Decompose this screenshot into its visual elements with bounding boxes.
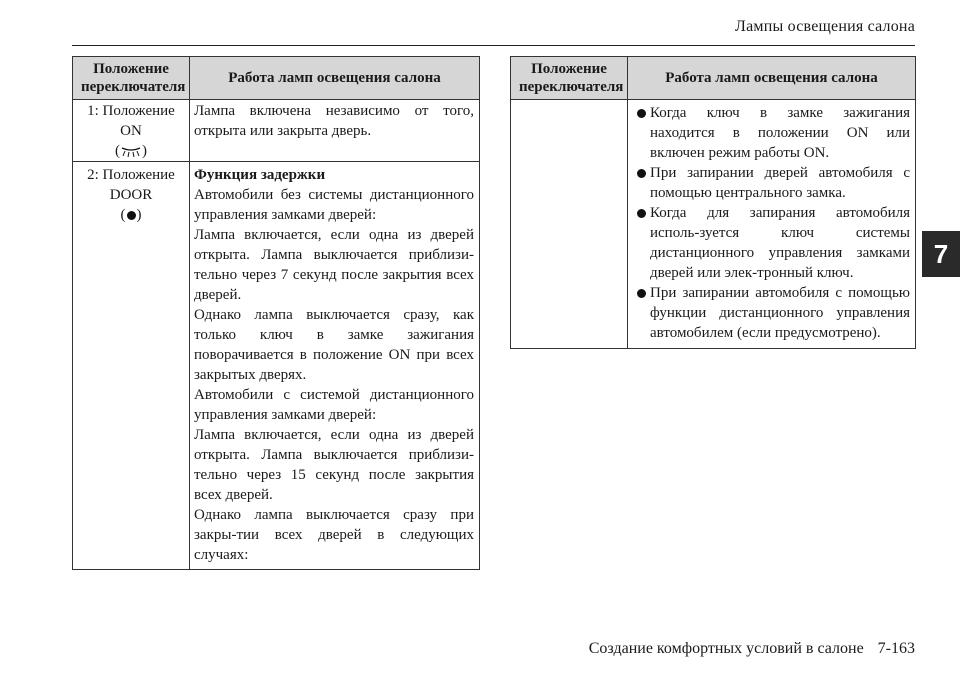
position-symbol: ( ) [120,207,142,223]
description-paragraph: Однако лампа выключается сразу, как только ключ в замке зажигания поворачивается в положение ON при всех закрытых дверях. [194,307,474,383]
description-paragraph: Однако лампа выключается сразу при закры-тии всех дверей в следующих случаях: [194,507,474,563]
table-row [511,100,916,349]
page-number: 7-163 [877,640,915,657]
position-value: ON [120,123,142,139]
list-item [634,163,910,203]
list-item [634,283,910,343]
description-paragraph: Автомобили без системы дистанционного управления замками дверей: [194,187,474,223]
right-spec-table [510,56,916,349]
description-paragraph: Автомобили с системой дистанционного управления замками дверей: [194,387,474,423]
bullet-icon [637,289,646,298]
bullet-icon [637,209,646,218]
position-symbol: ( ) [115,143,147,159]
condition-list [634,103,910,343]
list-item-text: При запирании автомобиля с помощью функции дистанционного управления автомобилем (если предусмотрено). [650,285,910,341]
right-col1-header: Положение переключателя [511,57,628,100]
left-table-header-row [73,57,480,100]
left-col1-header: Положение переключателя [73,57,190,100]
position-cell-on [73,100,190,162]
position-cell-empty [511,100,628,349]
delay-function-heading: Функция задержки [194,167,326,183]
position-cell-door [73,162,190,570]
chapter-tab: 7 [922,231,960,277]
footer-section-title: Создание комфортных условий в салоне [588,640,864,657]
bullet-cell [628,100,916,349]
bullet-icon [637,169,646,178]
table-row [73,162,480,570]
list-item-text: Когда ключ в замке зажигания находится в положении ON или включен режим работы ON. [650,105,910,161]
description-cell-door [190,162,480,570]
page-footer [589,640,915,658]
list-item-text: При запирании дверей автомобиля с помощью центрального замка. [650,165,910,201]
bullet-icon [637,109,646,118]
right-table-header-row [511,57,916,100]
right-col2-header: Работа ламп освещения салона [628,57,916,100]
table-row [73,100,480,162]
list-item [634,103,910,163]
page-header-title: Лампы освещения салона [735,18,915,35]
left-spec-table [72,56,480,570]
list-item [634,203,910,283]
door-dot-icon [126,210,137,221]
header-rule [72,45,915,46]
interior-lamp-on-icon [120,146,142,158]
list-item-text: Когда для запирания автомобиля исполь-зуется ключ системы дистанционного управления замками дверей или элек-тронный ключ. [650,205,910,281]
description-paragraph: Лампа включена независимо от того, открыта или закрыта дверь. [194,103,474,139]
description-cell-on [190,100,480,162]
position-value: DOOR [109,187,153,203]
description-paragraph: Лампа включается, если одна из дверей открыта. Лампа выключается приблизи-тельно через 7 секунд после закрытия всех дверей. [194,227,474,303]
description-paragraph: Лампа включается, если одна из дверей открыта. Лампа выключается приблизи-тельно через 15 секунд после закрытия всех дверей. [194,427,474,503]
left-col2-header: Работа ламп освещения салона [190,57,480,100]
position-label: 1: Положение [87,103,175,119]
position-label: 2: Положение [87,167,175,183]
